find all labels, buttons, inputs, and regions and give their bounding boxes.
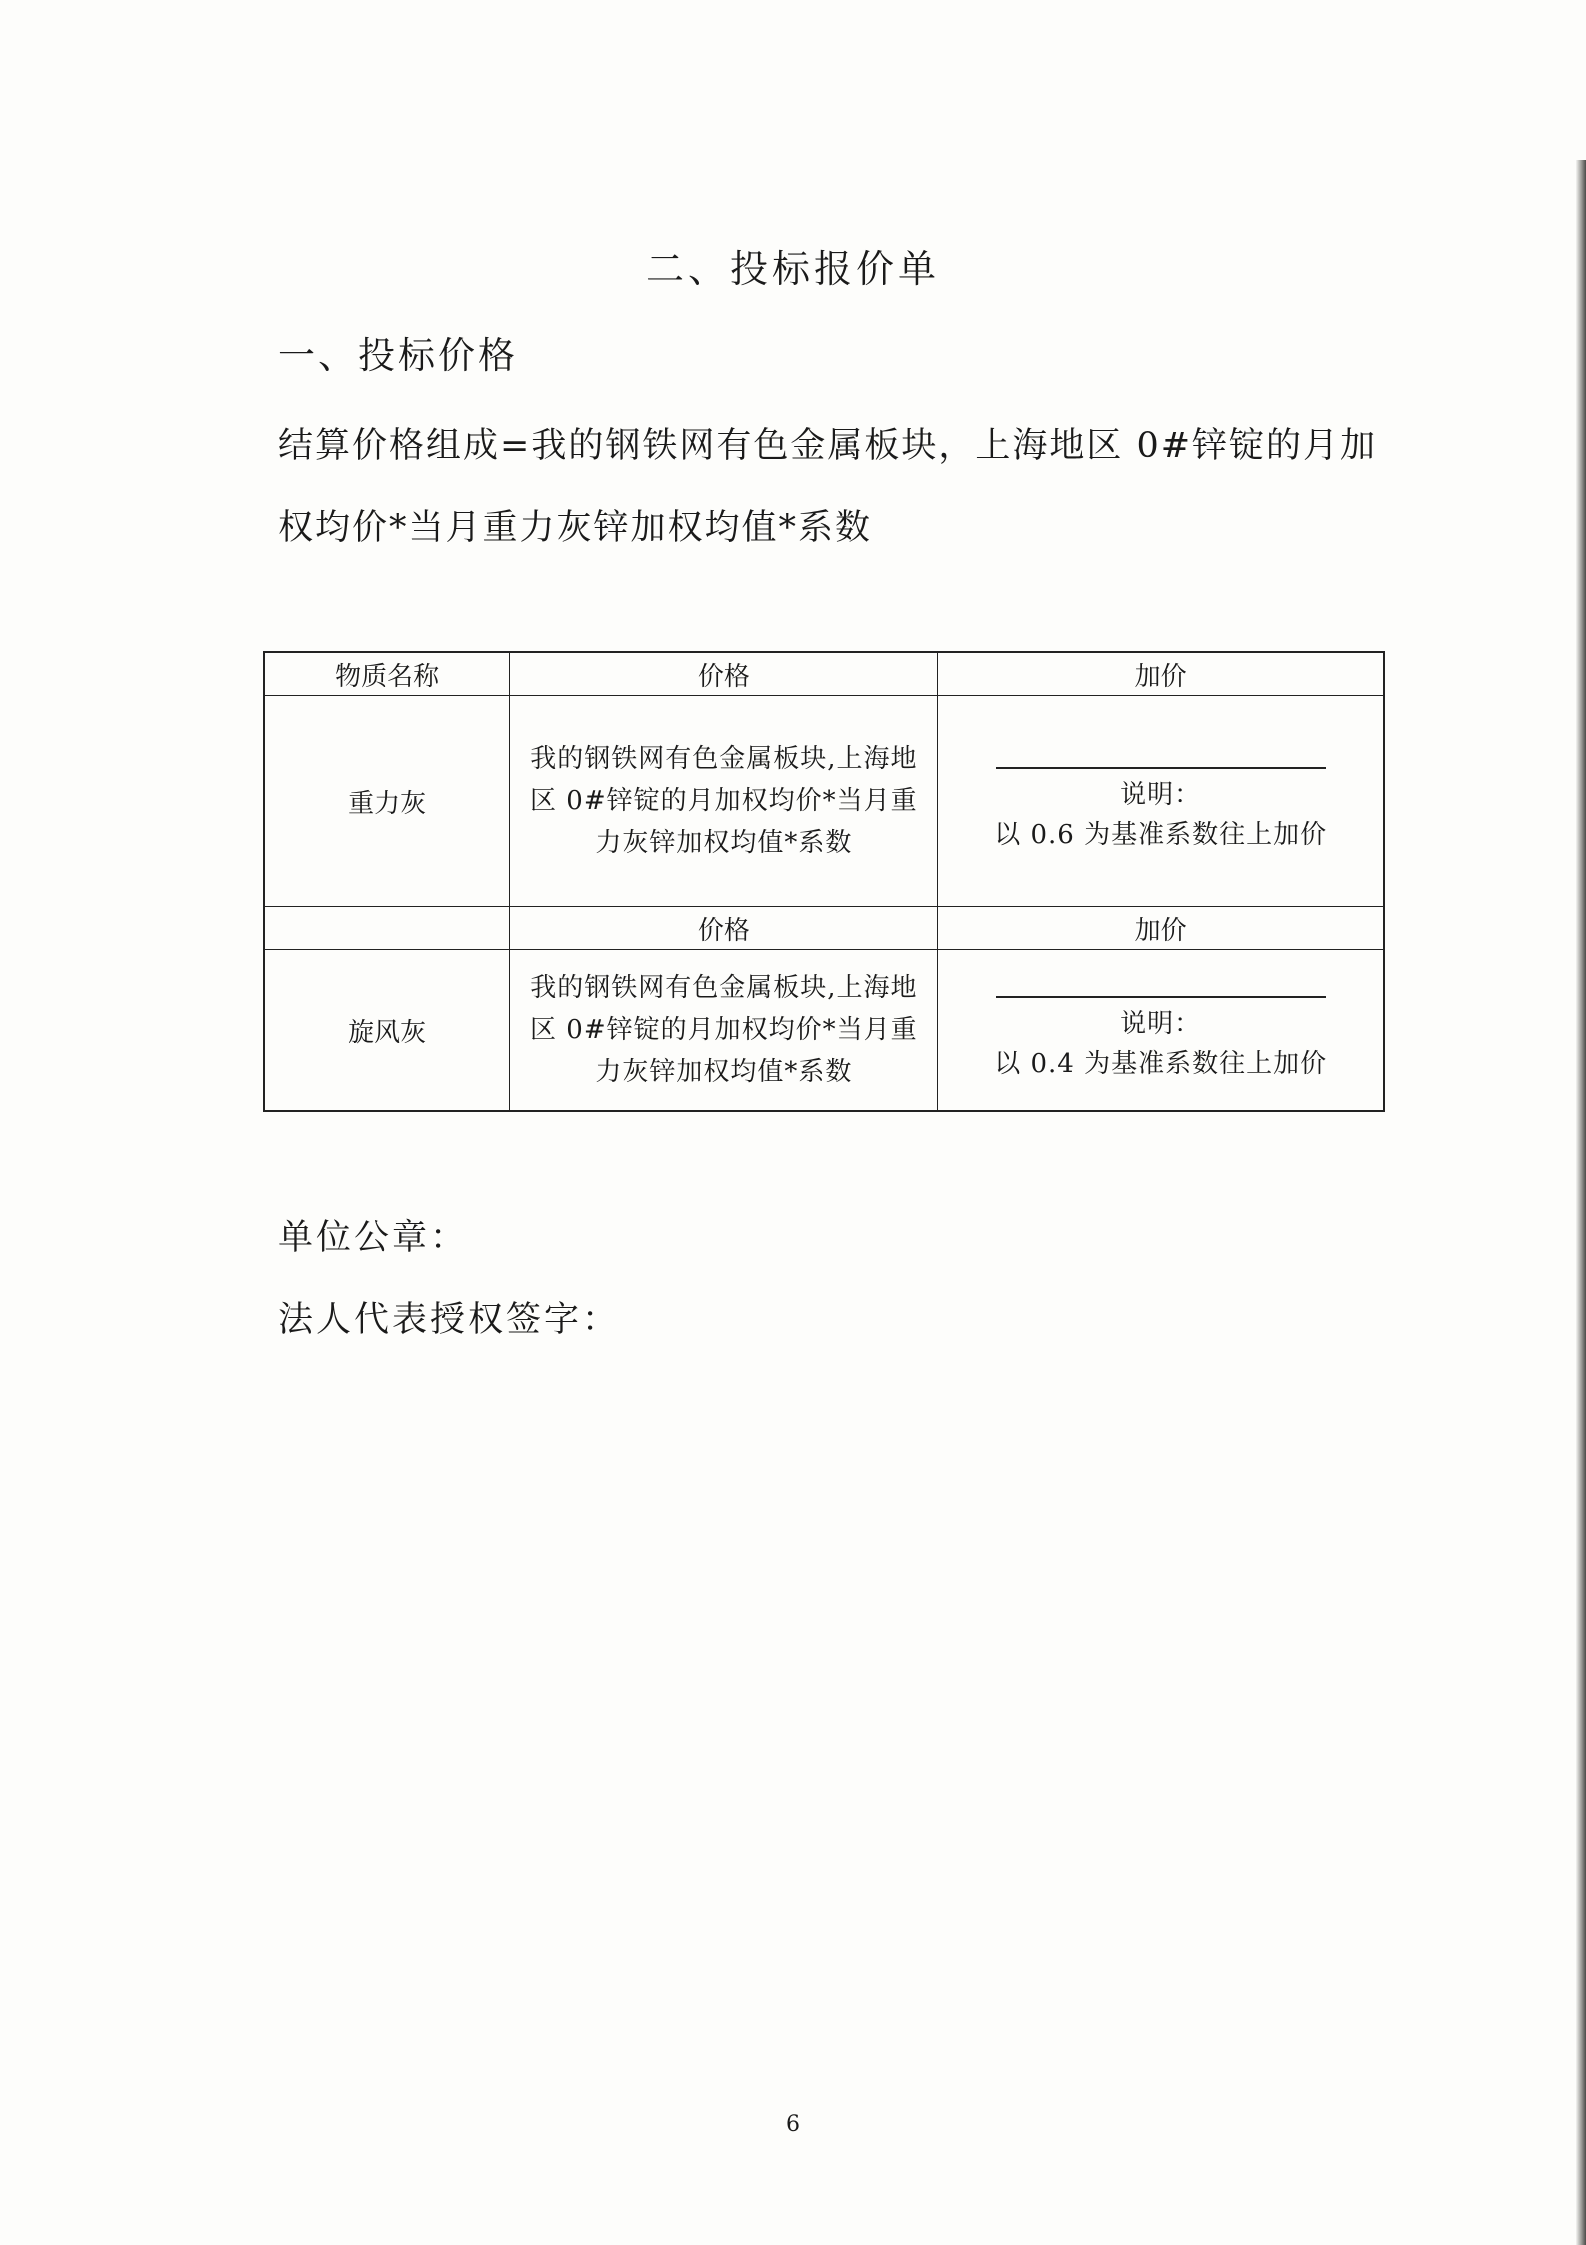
material-cell: 重力灰 [264, 696, 510, 907]
header-markup: 加价 [938, 652, 1384, 696]
subheader-empty-cell [264, 907, 510, 950]
note-label: 说明： [1120, 780, 1202, 810]
header-price: 价格 [510, 652, 938, 696]
section-heading: 一、投标价格 [278, 334, 518, 377]
document-title: 二、投标报价单 [645, 247, 940, 291]
subheader-price: 价格 [510, 907, 938, 950]
material-cell: 旋风灰 [264, 950, 510, 1112]
subheader-markup: 加价 [938, 907, 1384, 950]
formula-paragraph: 结算价格组成=我的钢铁网有色金属板块，上海地区 0#锌锭的月加权均价*当月重力灰锌加权均值*系数 [278, 426, 1378, 548]
markup-fill-in-blank[interactable] [996, 976, 1326, 998]
company-seal-label: 单位公章： [278, 1218, 469, 1258]
note-label: 说明： [1120, 1009, 1202, 1039]
header-material-name: 物质名称 [264, 652, 510, 696]
markup-cell [938, 950, 1384, 1112]
note-text: 以 0.6 为基准系数往上加价 [994, 820, 1328, 850]
table-row [264, 696, 1384, 907]
price-description-cell: 我的钢铁网有色金属板块,上海地区 0#锌锭的月加权均价*当月重力灰锌加权均值*系数 [510, 696, 938, 907]
note-text: 以 0.4 为基准系数往上加价 [994, 1049, 1328, 1079]
page-number: 6 [786, 2112, 800, 2137]
scanned-page-edge [1576, 160, 1586, 2245]
markup-cell [938, 696, 1384, 907]
authorized-signature-label: 法人代表授权签字： [278, 1300, 621, 1340]
table-subheader-row [264, 907, 1384, 950]
markup-fill-in-blank[interactable] [996, 747, 1326, 769]
price-description-cell: 我的钢铁网有色金属板块,上海地区 0#锌锭的月加权均价*当月重力灰锌加权均值*系数 [510, 950, 938, 1112]
table-row [264, 950, 1384, 1112]
table-header-row [264, 652, 1384, 696]
bid-price-table [263, 651, 1385, 1112]
